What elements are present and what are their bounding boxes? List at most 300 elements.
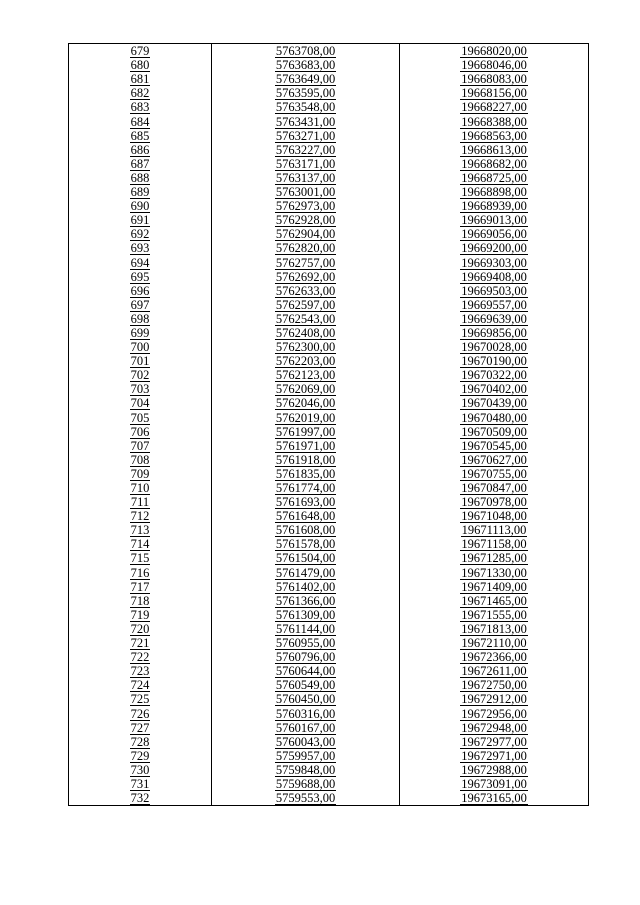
y-coordinate-cell	[400, 439, 589, 453]
x-coordinate-text: 5763595,00	[275, 86, 336, 101]
x-coordinate-text: 5762046,00	[275, 396, 336, 411]
point-number-text: 707	[130, 438, 150, 453]
point-number-cell	[69, 410, 212, 424]
x-coordinate-text: 5761366,00	[275, 593, 336, 608]
table-row	[69, 114, 589, 128]
table-row	[69, 777, 589, 791]
y-coordinate-text: 19670480,00	[461, 410, 527, 425]
point-number-text: 700	[130, 340, 150, 355]
y-coordinate-cell	[400, 44, 589, 59]
point-number-cell	[69, 199, 212, 213]
y-coordinate-cell	[400, 706, 589, 720]
y-coordinate-cell	[400, 100, 589, 114]
table-row	[69, 481, 589, 495]
point-number-cell	[69, 157, 212, 171]
table-row	[69, 721, 589, 735]
x-coordinate-cell	[212, 213, 400, 227]
x-coordinate-cell	[212, 185, 400, 199]
table-row	[69, 72, 589, 86]
table-row	[69, 594, 589, 608]
point-number-text: 727	[130, 720, 150, 735]
x-coordinate-cell	[212, 481, 400, 495]
point-number-text: 692	[130, 227, 150, 242]
x-coordinate-text: 5760043,00	[275, 734, 336, 749]
x-coordinate-text: 5760955,00	[275, 636, 336, 651]
x-coordinate-text: 5762973,00	[275, 199, 336, 214]
x-coordinate-text: 5760167,00	[275, 720, 336, 735]
y-coordinate-text: 19670627,00	[461, 452, 527, 467]
point-number-cell	[69, 791, 212, 806]
point-number-cell	[69, 608, 212, 622]
point-number-text: 730	[130, 762, 150, 777]
y-coordinate-text: 19668898,00	[461, 185, 527, 200]
y-coordinate-text: 19668682,00	[461, 156, 527, 171]
y-coordinate-text: 19671465,00	[461, 593, 527, 608]
y-coordinate-text: 19670190,00	[461, 354, 527, 369]
x-coordinate-cell	[212, 565, 400, 579]
y-coordinate-cell	[400, 298, 589, 312]
point-number-text: 697	[130, 297, 150, 312]
x-coordinate-text: 5763227,00	[275, 142, 336, 157]
point-number-cell	[69, 509, 212, 523]
x-coordinate-cell	[212, 735, 400, 749]
x-coordinate-cell	[212, 622, 400, 636]
point-number-text: 685	[130, 128, 150, 143]
point-number-cell	[69, 114, 212, 128]
point-number-cell	[69, 44, 212, 59]
point-number-text: 688	[130, 170, 150, 185]
y-coordinate-cell	[400, 171, 589, 185]
point-number-text: 712	[130, 509, 150, 524]
point-number-text: 691	[130, 213, 150, 228]
point-number-text: 715	[130, 551, 150, 566]
point-number-cell	[69, 692, 212, 706]
table-row	[69, 44, 589, 59]
point-number-cell	[69, 129, 212, 143]
y-coordinate-text: 19670439,00	[461, 396, 527, 411]
point-number-cell	[69, 100, 212, 114]
table-row	[69, 551, 589, 565]
x-coordinate-text: 5763271,00	[275, 128, 336, 143]
x-coordinate-cell	[212, 340, 400, 354]
table-row	[69, 298, 589, 312]
table-row	[69, 86, 589, 100]
point-number-cell	[69, 396, 212, 410]
x-coordinate-text: 5762904,00	[275, 227, 336, 242]
point-number-text: 717	[130, 579, 150, 594]
point-number-cell	[69, 270, 212, 284]
table-row	[69, 453, 589, 467]
x-coordinate-text: 5761402,00	[275, 579, 336, 594]
x-coordinate-cell	[212, 439, 400, 453]
point-number-text: 731	[130, 776, 150, 791]
y-coordinate-text: 19672366,00	[461, 650, 527, 665]
y-coordinate-cell	[400, 749, 589, 763]
y-coordinate-cell	[400, 368, 589, 382]
point-number-text: 698	[130, 311, 150, 326]
point-number-cell	[69, 185, 212, 199]
y-coordinate-cell	[400, 692, 589, 706]
point-number-text: 683	[130, 100, 150, 115]
table-row	[69, 255, 589, 269]
x-coordinate-cell	[212, 171, 400, 185]
point-number-text: 690	[130, 199, 150, 214]
table-row	[69, 425, 589, 439]
point-number-text: 695	[130, 269, 150, 284]
point-number-text: 718	[130, 593, 150, 608]
table-row	[69, 270, 589, 284]
point-number-text: 709	[130, 466, 150, 481]
point-number-text: 726	[130, 706, 150, 721]
y-coordinate-cell	[400, 185, 589, 199]
table-row	[69, 100, 589, 114]
point-number-cell	[69, 241, 212, 255]
x-coordinate-text: 5760796,00	[275, 650, 336, 665]
table-row	[69, 495, 589, 509]
y-coordinate-cell	[400, 735, 589, 749]
point-number-cell	[69, 213, 212, 227]
y-coordinate-text: 19669408,00	[461, 269, 527, 284]
y-coordinate-cell	[400, 382, 589, 396]
y-coordinate-text: 19669557,00	[461, 297, 527, 312]
point-number-cell	[69, 312, 212, 326]
point-number-text: 723	[130, 664, 150, 679]
x-coordinate-cell	[212, 129, 400, 143]
y-coordinate-cell	[400, 537, 589, 551]
y-coordinate-text: 19671813,00	[461, 621, 527, 636]
table-row	[69, 622, 589, 636]
point-number-cell	[69, 523, 212, 537]
x-coordinate-cell	[212, 425, 400, 439]
y-coordinate-text: 19672611,00	[461, 664, 527, 679]
y-coordinate-cell	[400, 143, 589, 157]
x-coordinate-text: 5761648,00	[275, 509, 336, 524]
x-coordinate-text: 5761608,00	[275, 523, 336, 538]
y-coordinate-cell	[400, 763, 589, 777]
point-number-cell	[69, 326, 212, 340]
y-coordinate-cell	[400, 227, 589, 241]
y-coordinate-cell	[400, 340, 589, 354]
x-coordinate-text: 5761144,00	[276, 621, 335, 636]
x-coordinate-text: 5762543,00	[275, 311, 336, 326]
x-coordinate-text: 5759688,00	[275, 776, 336, 791]
point-number-cell	[69, 749, 212, 763]
y-coordinate-text: 19669303,00	[461, 255, 527, 270]
x-coordinate-cell	[212, 763, 400, 777]
x-coordinate-text: 5760316,00	[275, 706, 336, 721]
x-coordinate-text: 5762928,00	[275, 213, 336, 228]
x-coordinate-cell	[212, 650, 400, 664]
y-coordinate-text: 19668563,00	[461, 128, 527, 143]
x-coordinate-cell	[212, 396, 400, 410]
table-row	[69, 157, 589, 171]
x-coordinate-text: 5762820,00	[275, 241, 336, 256]
point-number-cell	[69, 368, 212, 382]
y-coordinate-text: 19670545,00	[461, 438, 527, 453]
y-coordinate-cell	[400, 199, 589, 213]
x-coordinate-cell	[212, 143, 400, 157]
point-number-cell	[69, 636, 212, 650]
table-row	[69, 213, 589, 227]
table-row	[69, 199, 589, 213]
x-coordinate-cell	[212, 227, 400, 241]
point-number-text: 681	[130, 72, 150, 87]
x-coordinate-cell	[212, 86, 400, 100]
x-coordinate-text: 5763001,00	[275, 185, 336, 200]
point-number-cell	[69, 495, 212, 509]
table-row	[69, 706, 589, 720]
x-coordinate-cell	[212, 749, 400, 763]
table-row	[69, 326, 589, 340]
y-coordinate-text: 19668083,00	[461, 72, 527, 87]
x-coordinate-cell	[212, 241, 400, 255]
y-coordinate-cell	[400, 86, 589, 100]
y-coordinate-text: 19671555,00	[461, 607, 527, 622]
y-coordinate-cell	[400, 721, 589, 735]
x-coordinate-text: 5763708,00	[275, 44, 336, 59]
y-coordinate-cell	[400, 565, 589, 579]
y-coordinate-text: 19671409,00	[461, 579, 527, 594]
y-coordinate-cell	[400, 481, 589, 495]
y-coordinate-text: 19672956,00	[461, 706, 527, 721]
x-coordinate-cell	[212, 495, 400, 509]
y-coordinate-text: 19670755,00	[461, 466, 527, 481]
x-coordinate-cell	[212, 537, 400, 551]
y-coordinate-cell	[400, 791, 589, 806]
x-coordinate-cell	[212, 580, 400, 594]
point-number-cell	[69, 650, 212, 664]
table-row	[69, 735, 589, 749]
point-number-text: 706	[130, 424, 150, 439]
y-coordinate-text: 19671285,00	[461, 551, 527, 566]
point-number-cell	[69, 143, 212, 157]
y-coordinate-text: 19669056,00	[461, 227, 527, 242]
y-coordinate-text: 19670402,00	[461, 382, 527, 397]
y-coordinate-cell	[400, 284, 589, 298]
y-coordinate-text: 19668020,00	[461, 44, 527, 59]
y-coordinate-cell	[400, 326, 589, 340]
y-coordinate-cell	[400, 396, 589, 410]
x-coordinate-cell	[212, 270, 400, 284]
y-coordinate-text: 19672912,00	[461, 692, 527, 707]
y-coordinate-text: 19670509,00	[461, 424, 527, 439]
y-coordinate-cell	[400, 255, 589, 269]
point-number-cell	[69, 171, 212, 185]
x-coordinate-text: 5761504,00	[275, 551, 336, 566]
point-number-text: 728	[130, 734, 150, 749]
point-number-cell	[69, 565, 212, 579]
y-coordinate-text: 19669856,00	[461, 325, 527, 340]
y-coordinate-cell	[400, 72, 589, 86]
y-coordinate-text: 19672110,00	[461, 636, 527, 651]
x-coordinate-text: 5759957,00	[275, 748, 336, 763]
point-number-text: 699	[130, 325, 150, 340]
y-coordinate-cell	[400, 213, 589, 227]
x-coordinate-cell	[212, 636, 400, 650]
x-coordinate-text: 5762123,00	[275, 368, 336, 383]
x-coordinate-cell	[212, 58, 400, 72]
table-row	[69, 509, 589, 523]
point-number-text: 713	[130, 523, 150, 538]
x-coordinate-text: 5762692,00	[275, 269, 336, 284]
y-coordinate-cell	[400, 129, 589, 143]
x-coordinate-cell	[212, 326, 400, 340]
point-number-cell	[69, 763, 212, 777]
x-coordinate-text: 5761774,00	[275, 481, 336, 495]
x-coordinate-text: 5762069,00	[275, 382, 336, 397]
point-number-cell	[69, 425, 212, 439]
y-coordinate-cell	[400, 354, 589, 368]
x-coordinate-cell	[212, 453, 400, 467]
point-number-text: 701	[130, 354, 150, 369]
coordinates-table-body	[69, 44, 589, 806]
point-number-text: 705	[130, 410, 150, 425]
y-coordinate-text: 19672971,00	[461, 748, 527, 763]
y-coordinate-cell	[400, 157, 589, 171]
x-coordinate-text: 5761479,00	[275, 565, 336, 580]
x-coordinate-text: 5763683,00	[275, 58, 336, 73]
table-row	[69, 312, 589, 326]
point-number-cell	[69, 467, 212, 481]
point-number-text: 722	[130, 650, 150, 665]
table-row	[69, 396, 589, 410]
point-number-cell	[69, 777, 212, 791]
table-row	[69, 650, 589, 664]
point-number-text: 679	[130, 44, 150, 59]
y-coordinate-cell	[400, 664, 589, 678]
y-coordinate-text: 19670028,00	[461, 340, 527, 355]
x-coordinate-cell	[212, 382, 400, 396]
table-row	[69, 580, 589, 594]
y-coordinate-cell	[400, 58, 589, 72]
point-number-cell	[69, 255, 212, 269]
x-coordinate-text: 5762019,00	[275, 410, 336, 425]
table-row	[69, 692, 589, 706]
point-number-text: 711	[130, 495, 150, 510]
x-coordinate-text: 5762408,00	[275, 325, 336, 340]
x-coordinate-cell	[212, 608, 400, 622]
point-number-text: 721	[130, 636, 150, 651]
y-coordinate-cell	[400, 495, 589, 509]
x-coordinate-text: 5761693,00	[275, 495, 336, 510]
y-coordinate-text: 19668156,00	[461, 86, 527, 101]
x-coordinate-cell	[212, 298, 400, 312]
y-coordinate-cell	[400, 509, 589, 523]
y-coordinate-text: 19671113,00	[461, 523, 527, 538]
y-coordinate-cell	[400, 410, 589, 424]
x-coordinate-cell	[212, 312, 400, 326]
point-number-text: 689	[130, 185, 150, 200]
point-number-cell	[69, 551, 212, 565]
y-coordinate-text: 19668613,00	[461, 142, 527, 157]
x-coordinate-text: 5762203,00	[275, 354, 336, 369]
y-coordinate-cell	[400, 114, 589, 128]
y-coordinate-cell	[400, 622, 589, 636]
y-coordinate-text: 19668046,00	[461, 58, 527, 73]
y-coordinate-text: 19673091,00	[461, 776, 527, 791]
table-row	[69, 284, 589, 298]
y-coordinate-text: 19670322,00	[461, 368, 527, 383]
point-number-cell	[69, 706, 212, 720]
table-row	[69, 763, 589, 777]
y-coordinate-text: 19672750,00	[461, 678, 527, 693]
point-number-text: 686	[130, 142, 150, 157]
point-number-text: 680	[130, 58, 150, 73]
y-coordinate-cell	[400, 650, 589, 664]
point-number-text: 687	[130, 156, 150, 171]
y-coordinate-text: 19672977,00	[461, 734, 527, 749]
x-coordinate-cell	[212, 467, 400, 481]
table-row	[69, 227, 589, 241]
point-number-text: 716	[130, 565, 150, 580]
table-row	[69, 791, 589, 806]
y-coordinate-cell	[400, 523, 589, 537]
point-number-cell	[69, 453, 212, 467]
point-number-text: 693	[130, 241, 150, 256]
x-coordinate-cell	[212, 157, 400, 171]
x-coordinate-text: 5763171,00	[275, 156, 336, 171]
point-number-cell	[69, 72, 212, 86]
point-number-cell	[69, 664, 212, 678]
table-row	[69, 171, 589, 185]
y-coordinate-cell	[400, 594, 589, 608]
y-coordinate-cell	[400, 467, 589, 481]
y-coordinate-text: 19673165,00	[461, 791, 527, 806]
y-coordinate-text: 19671048,00	[461, 509, 527, 524]
y-coordinate-cell	[400, 312, 589, 326]
x-coordinate-text: 5760450,00	[275, 692, 336, 707]
table-row	[69, 58, 589, 72]
x-coordinate-text: 5763431,00	[275, 114, 336, 129]
point-number-cell	[69, 382, 212, 396]
x-coordinate-text: 5762757,00	[275, 255, 336, 270]
x-coordinate-cell	[212, 706, 400, 720]
x-coordinate-cell	[212, 523, 400, 537]
point-number-text: 729	[130, 748, 150, 763]
table-row	[69, 354, 589, 368]
y-coordinate-text: 19668725,00	[461, 170, 527, 185]
y-coordinate-text: 19669503,00	[461, 283, 527, 298]
x-coordinate-text: 5759848,00	[275, 762, 336, 777]
x-coordinate-cell	[212, 692, 400, 706]
table-row	[69, 523, 589, 537]
table-row	[69, 636, 589, 650]
point-number-text: 732	[130, 791, 150, 806]
x-coordinate-text: 5759553,00	[275, 791, 336, 806]
table-row	[69, 678, 589, 692]
y-coordinate-text: 19668388,00	[461, 114, 527, 129]
table-row	[69, 749, 589, 763]
x-coordinate-cell	[212, 791, 400, 806]
point-number-text: 696	[130, 283, 150, 298]
point-number-cell	[69, 622, 212, 636]
point-number-cell	[69, 354, 212, 368]
x-coordinate-text: 5760644,00	[275, 664, 336, 679]
x-coordinate-cell	[212, 551, 400, 565]
y-coordinate-cell	[400, 608, 589, 622]
y-coordinate-text: 19670978,00	[461, 495, 527, 510]
x-coordinate-cell	[212, 410, 400, 424]
x-coordinate-cell	[212, 721, 400, 735]
table-row	[69, 608, 589, 622]
table-row	[69, 410, 589, 424]
y-coordinate-text: 19670847,00	[461, 481, 527, 495]
y-coordinate-text: 19669639,00	[461, 311, 527, 326]
x-coordinate-text: 5761971,00	[275, 438, 336, 453]
table-row	[69, 565, 589, 579]
table-row	[69, 382, 589, 396]
x-coordinate-cell	[212, 284, 400, 298]
